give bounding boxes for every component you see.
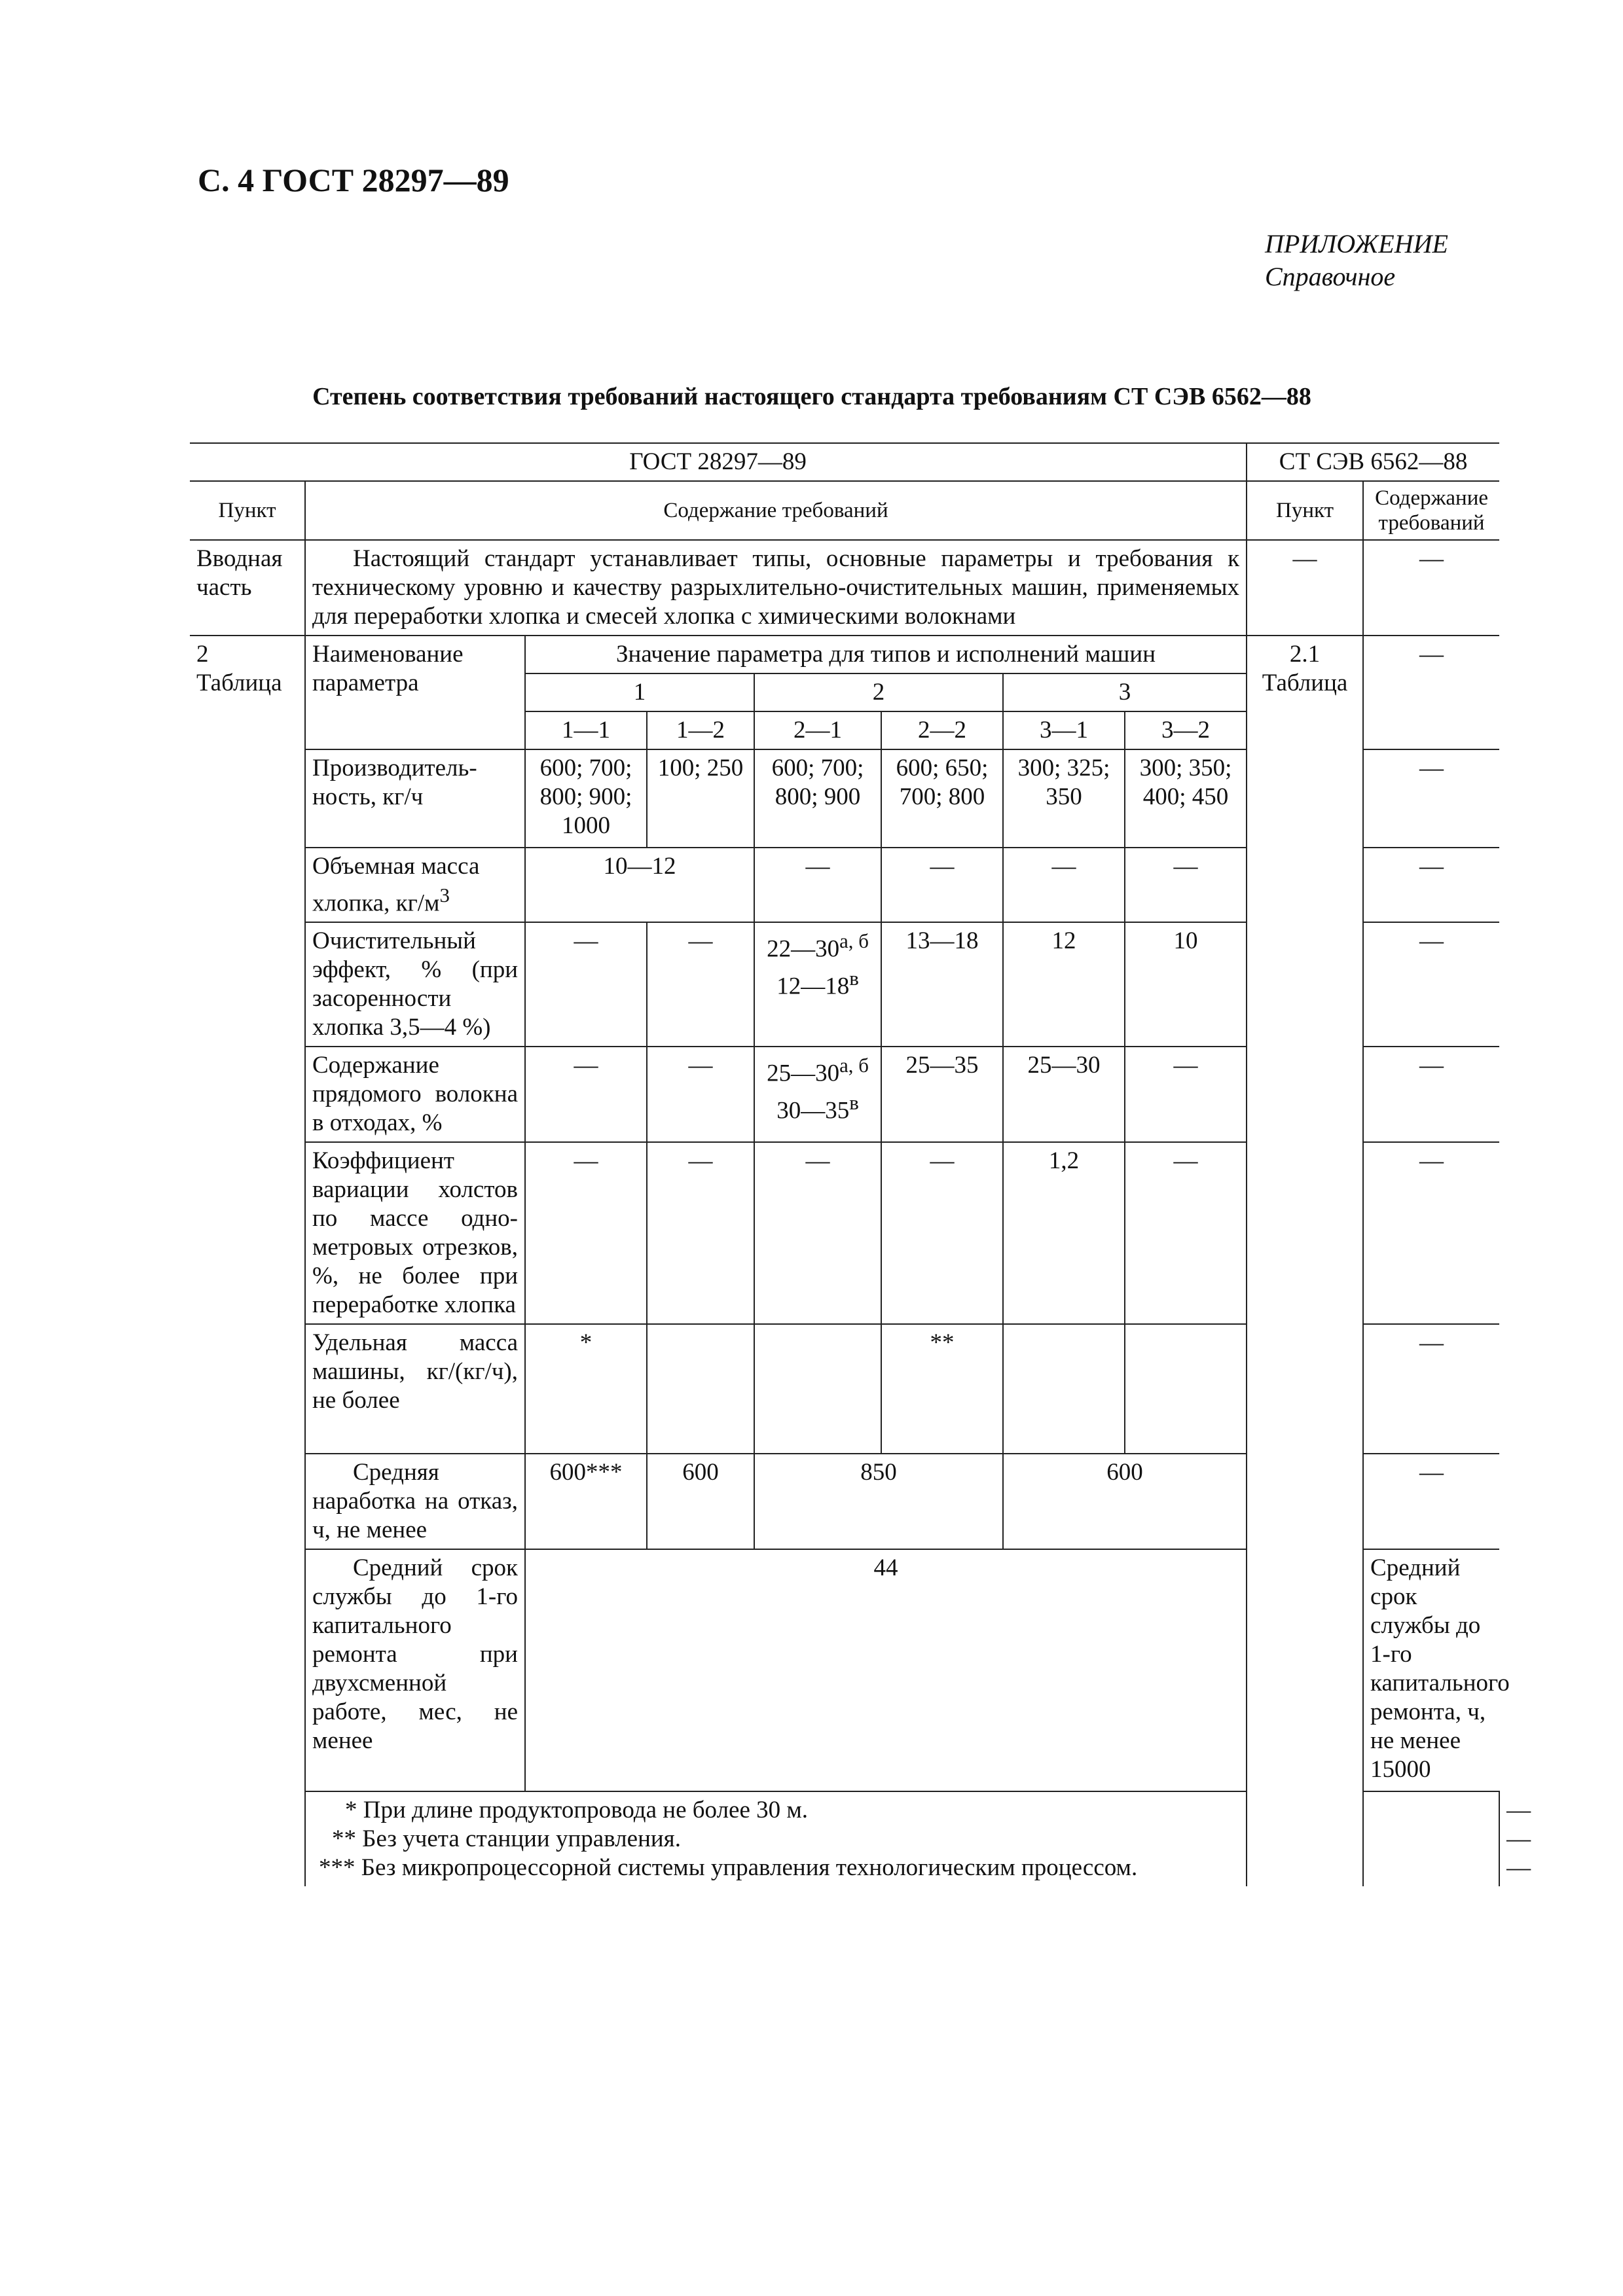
param-density — [305, 848, 525, 922]
sev-punkt-header: Пункт — [1247, 481, 1363, 540]
clean-sev: — — [1363, 922, 1499, 1047]
clean-2-1-a-note: а, б — [839, 930, 869, 953]
perf-2-2: 600; 650; 700; 800 — [881, 749, 1003, 848]
coef-3-1: 1,2 — [1003, 1142, 1125, 1324]
density-unit-exponent: 3 — [439, 884, 450, 906]
footnote-1: * При длине продуктопровода не более 30 м. — [345, 1797, 809, 1824]
footnote-3: *** Без микропроцессорной системы управления технологическим процессом. — [319, 1854, 1138, 1882]
density-3-2: — — [1125, 848, 1247, 922]
sec2-punkt: 2 Таблица — [190, 636, 305, 1886]
param-performance: Производитель-ность, кг/ч — [305, 749, 525, 848]
intro-sev-content: — — [1363, 540, 1499, 636]
fiber-2-1-a-note: а, б — [839, 1054, 869, 1077]
density-2-1: — — [754, 848, 881, 922]
clean-3-1: 12 — [1003, 922, 1125, 1047]
mass-2-2: ** — [881, 1324, 1003, 1454]
gost-header: ГОСТ 28297—89 — [190, 443, 1247, 481]
density-2-2: — — [881, 848, 1003, 922]
density-label: Объемная масса хлопка, кг/м — [312, 853, 480, 917]
type-2: 2 — [754, 673, 1003, 711]
life-sev: Средний срок службы до 1-го капитального ремонта, ч, не менее 15000 — [1363, 1549, 1499, 1791]
intro-row — [190, 540, 1499, 636]
param-service-life: Средний срок службы до 1-го капитального ремонта при двухсменной работе, мес, не менее — [305, 1549, 525, 1791]
fiber-sev: — — [1363, 1047, 1499, 1142]
variant-3-1: 3—1 — [1003, 711, 1125, 749]
footnotes — [305, 1791, 1247, 1886]
fiber-3-1: 25—30 — [1003, 1047, 1125, 1142]
param-fiber: Содержание прядомого волокна в отходах, % — [305, 1047, 525, 1142]
punkt-header: Пункт — [190, 481, 305, 540]
coef-2-2: — — [881, 1142, 1003, 1324]
mass-sev: — — [1363, 1324, 1499, 1454]
clean-2-2: 13—18 — [881, 922, 1003, 1047]
fiber-1-2: — — [647, 1047, 754, 1142]
perf-2-1: 600; 700; 800; 900 — [754, 749, 881, 848]
fiber-1-1: — — [525, 1047, 647, 1142]
mass-3-2 — [1125, 1324, 1247, 1454]
content-header: Содержание требований — [305, 481, 1247, 540]
sec2-header-row — [190, 636, 1499, 673]
density-type-1: 10—12 — [525, 848, 754, 922]
appendix-block — [1265, 228, 1448, 293]
intro-sev-punkt: — — [1247, 540, 1363, 636]
variant-2-1: 2—1 — [754, 711, 881, 749]
param-cleaning: Очистительный эффект, % (при засоренности хлопка 3,5—4 %) — [305, 922, 525, 1047]
variant-1-2: 1—2 — [647, 711, 754, 749]
mtbf-1-2: 600 — [647, 1454, 754, 1549]
fiber-3-2: — — [1125, 1047, 1247, 1142]
mtbf-type-3: 600 — [1003, 1454, 1247, 1549]
perf-1-2: 100; 250 — [647, 749, 754, 848]
type-3: 3 — [1003, 673, 1247, 711]
sev-header: СТ СЭВ 6562—88 — [1247, 443, 1499, 481]
sec2-sev-content: — — [1363, 636, 1499, 749]
appendix-label: ПРИЛОЖЕНИЕ — [1265, 229, 1448, 259]
sec2-sev-punkt: 2.1 Таблица — [1247, 636, 1363, 1886]
life-value: 44 — [525, 1549, 1247, 1791]
compliance-table — [190, 442, 1531, 1886]
coef-2-1: — — [754, 1142, 881, 1324]
page-header: С. 4 ГОСТ 28297—89 — [198, 162, 509, 198]
perf-3-1: 300; 325; 350 — [1003, 749, 1125, 848]
footnotes-sev-punkt — [1363, 1791, 1499, 1886]
param-coefficient: Коэффициент вариации холстов по массе одно-метровых отрезков, %, не более при переработке хлопка — [305, 1142, 525, 1324]
mass-3-1 — [1003, 1324, 1125, 1454]
mass-1-1: * — [525, 1324, 647, 1454]
variant-1-1: 1—1 — [525, 711, 647, 749]
document-title: Степень соответствия требований настоящего стандарта требованиям СТ СЭВ 6562—88 — [312, 383, 1311, 410]
coef-1-2: — — [647, 1142, 754, 1324]
type-1: 1 — [525, 673, 754, 711]
density-3-1: — — [1003, 848, 1125, 922]
variant-2-2: 2—2 — [881, 711, 1003, 749]
fiber-2-2: 25—35 — [881, 1047, 1003, 1142]
coef-1-1: — — [525, 1142, 647, 1324]
variant-3-2: 3—2 — [1125, 711, 1247, 749]
mtbf-1-1: 600*** — [525, 1454, 647, 1549]
clean-2-1-b: 12—18 — [776, 972, 850, 999]
clean-1-2: — — [647, 922, 754, 1047]
fiber-2-1-b: 30—35 — [776, 1096, 850, 1124]
perf-sev: — — [1363, 749, 1499, 848]
perf-3-2: 300; 350; 400; 450 — [1125, 749, 1247, 848]
appendix-note: Справочное — [1265, 262, 1396, 291]
mass-2-1 — [754, 1324, 881, 1454]
fiber-2-1-a: 25—30 — [767, 1060, 840, 1087]
coef-sev: — — [1363, 1142, 1499, 1324]
param-specific-mass: Удельная масса машины, кг/(кг/ч), не более — [305, 1324, 525, 1454]
header-row-columns — [190, 481, 1499, 540]
fiber-2-1 — [754, 1047, 881, 1142]
clean-2-1 — [754, 922, 881, 1047]
mass-1-2 — [647, 1324, 754, 1454]
footnotes-row: * При длине продуктопровода не более 30 м. ** Без учета станции управления. *** Без микропроцессорной системы управления технологическим процессом. — — — — [190, 1791, 1499, 1886]
param-header: Наименование параметра — [305, 636, 525, 749]
intro-punkt: Вводная часть — [190, 540, 305, 636]
fiber-2-1-b-note: в — [849, 1091, 859, 1114]
mtbf-sev: — — [1363, 1454, 1499, 1549]
clean-1-1: — — [525, 922, 647, 1047]
sev-content-header: Содержание требований — [1363, 481, 1499, 540]
footnote-2: ** Без учета станции управления. — [332, 1825, 681, 1853]
param-mtbf: Средняя наработка на отказ, ч, не менее — [305, 1454, 525, 1549]
density-sev: — — [1363, 848, 1499, 922]
perf-1-1: 600; 700; 800; 900; 1000 — [525, 749, 647, 848]
coef-3-2: — — [1125, 1142, 1247, 1324]
intro-text: Настоящий стандарт устанавливает типы, основные параметры и требования к техническому уровню и качеству разрыхлительно-очистительных машин, применяемых для переработки хлопка и смесей хлопка с химическими волокнами — [305, 540, 1247, 636]
clean-3-2: 10 — [1125, 922, 1247, 1047]
clean-2-1-a: 22—30 — [767, 935, 840, 963]
value-header: Значение параметра для типов и исполнений машин — [525, 636, 1247, 673]
mtbf-type-2: 850 — [754, 1454, 1003, 1549]
header-row-standards — [190, 443, 1499, 481]
clean-2-1-b-note: в — [849, 967, 859, 990]
